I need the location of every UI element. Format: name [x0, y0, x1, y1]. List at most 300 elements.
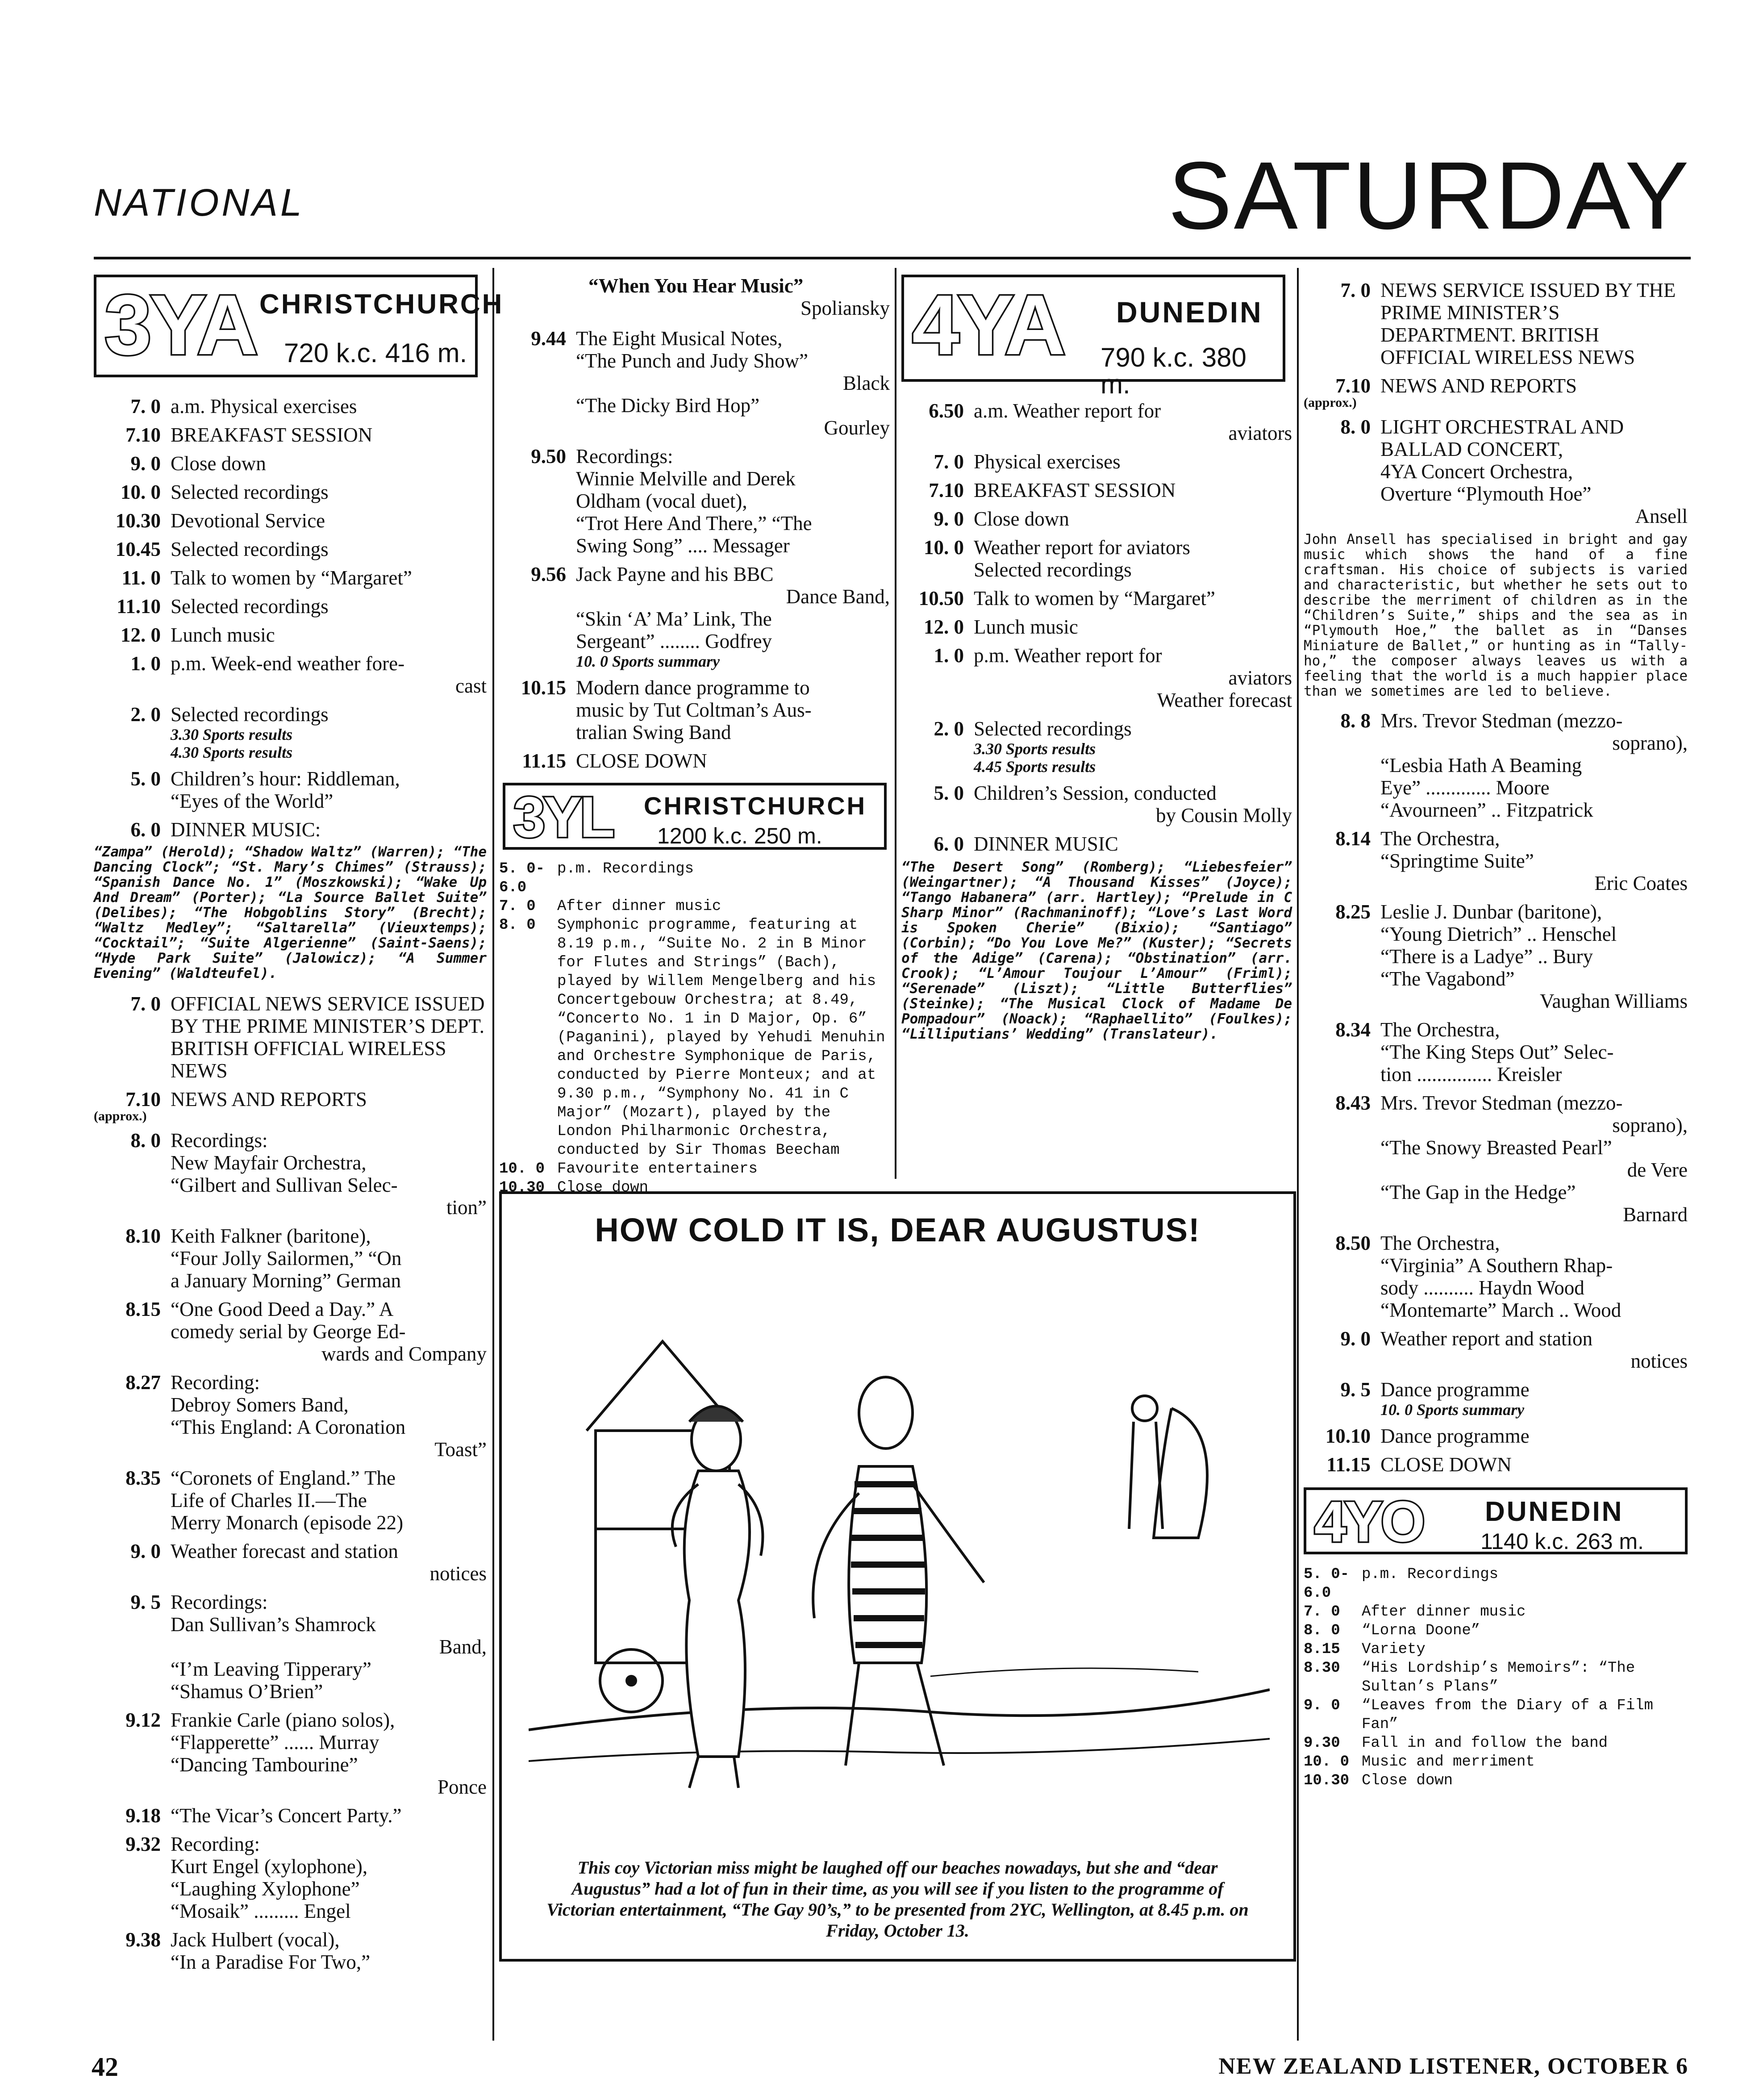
station-city: DUNEDIN: [1485, 1496, 1624, 1527]
entry-line: Debroy Somers Band,: [171, 1394, 349, 1416]
entry-subnote: 4.45 Sports results: [974, 758, 1096, 776]
schedule-entry: [94, 452, 487, 475]
entry-line: New Mayfair Orchestra,: [171, 1152, 367, 1174]
entry-time: 5. 0: [934, 782, 964, 804]
column-4ya-continued: [1304, 279, 1688, 1790]
entry-line: Dance Band,: [786, 585, 890, 608]
column-3ya: [94, 275, 504, 1979]
entry-line: Lunch music: [974, 616, 1078, 638]
entry-body: [1371, 279, 1688, 368]
entry-line: cast: [455, 675, 487, 697]
entry-time: 11.15: [1326, 1453, 1371, 1476]
schedule-entry-small: [1304, 1565, 1688, 1603]
entry-time: 10.30: [499, 1179, 545, 1196]
entry-body: [161, 624, 487, 646]
entry-line: NEWS SERVICE ISSUED BY THE PRIME MINISTER’S DEPARTMENT. BRITISH OFFICIAL WIRELESS NEWS: [1380, 279, 1676, 368]
entry-time: 9.30: [1304, 1735, 1340, 1752]
station-city: DUNEDIN: [1116, 296, 1263, 329]
entry-body: [1371, 1328, 1688, 1372]
station-frequency: 1140 k.c. 263 m.: [1480, 1529, 1644, 1554]
entry-time: 9.50: [531, 445, 566, 468]
entry-line: sody .......... Haydn Wood: [1380, 1277, 1584, 1299]
entry-line: The Orchestra,: [1380, 827, 1500, 850]
schedule-list-small: [499, 860, 890, 1197]
entry-line: Physical exercises: [974, 451, 1121, 473]
entry-line: Toast”: [434, 1438, 487, 1461]
schedule-entry: [901, 536, 1292, 581]
column-divider: [1297, 268, 1299, 2041]
entry-time: 9.12: [125, 1709, 161, 1731]
entry-line: BREAKFAST SESSION: [974, 479, 1176, 501]
entry-line: BREAKFAST SESSION: [171, 424, 373, 446]
schedule-entry-small: [499, 860, 890, 897]
entry-line: a.m. Weather report for: [974, 400, 1161, 422]
entry-time: 8.10: [125, 1225, 161, 1247]
entry-line: “Shamus O’Brien”: [171, 1680, 323, 1703]
entry-line: soprano),: [1612, 1114, 1688, 1136]
schedule-entry: [1304, 1092, 1688, 1226]
schedule-entry-small: [1304, 1640, 1688, 1659]
entry-body: [964, 718, 1292, 776]
entry-body: [161, 1467, 487, 1534]
schedule-entry-small: [1304, 1771, 1688, 1790]
cartoon-title: HOW COLD IT IS, DEAR AUGUSTUS!: [595, 1211, 1201, 1248]
entry-line: DINNER MUSIC:: [171, 818, 321, 841]
entry-time: 11. 0: [121, 567, 161, 589]
entry-line: CLOSE DOWN: [1380, 1453, 1512, 1476]
entry-body: [161, 452, 487, 475]
entry-line: “The Punch and Judy Show”: [576, 350, 808, 372]
entry-line: “The Gap in the Hedge”: [1380, 1181, 1576, 1203]
entry-line: de Vere: [1627, 1159, 1688, 1181]
schedule-entry: [1304, 1019, 1688, 1085]
schedule-entry: [94, 624, 487, 646]
entry-line: by Cousin Molly: [1155, 804, 1292, 827]
entry-line: Black: [843, 372, 890, 394]
entry-line: a.m. Physical exercises: [171, 395, 357, 417]
schedule-list-small: [1304, 1565, 1688, 1790]
schedule-entry: [901, 587, 1292, 610]
entry-body: [161, 703, 487, 761]
schedule-entry-small: [1304, 1621, 1688, 1640]
entry-time: 8. 8: [1340, 710, 1371, 732]
entry-subnote: 10. 0 Sports summary: [1380, 1401, 1525, 1419]
entry-body: [566, 563, 890, 670]
schedule-entry-small: [499, 1160, 890, 1178]
schedule-entry: [901, 644, 1292, 711]
entry-time: 8.15: [1304, 1641, 1340, 1658]
station-call-sign: 4YA: [912, 278, 1064, 372]
entry-line: Keith Falkner (baritone),: [171, 1225, 371, 1247]
entry-body: [161, 538, 487, 560]
entry-line: 4YA Concert Orchestra,: [1380, 460, 1573, 483]
entry-time: 8.25: [1335, 901, 1371, 923]
schedule-entry: [94, 424, 487, 446]
entry-text: “His Lordship’s Memoirs”: “The Sultan’s Plans”: [1362, 1660, 1635, 1695]
entry-line: tion ............... Kreisler: [1380, 1063, 1562, 1085]
schedule-entry: [94, 768, 487, 812]
entry-line: Winnie Melville and Derek: [576, 468, 796, 490]
entry-time: 7. 0: [1340, 279, 1371, 301]
station-frequency: 1200 k.c. 250 m.: [657, 823, 822, 848]
schedule-entry: [94, 1929, 487, 1973]
entry-text: p.m. Recordings: [557, 860, 694, 877]
entry-line: soprano),: [1612, 732, 1688, 754]
entry-body: [161, 395, 487, 417]
entry-line: LIGHT ORCHESTRAL AND BALLAD CONCERT,: [1380, 416, 1624, 460]
station-call-sign: 3YA: [104, 278, 257, 372]
entry-text: After dinner music: [557, 898, 721, 915]
schedule-entry: [901, 833, 1292, 855]
entry-line: a January Morning” German: [171, 1269, 401, 1292]
entry-body: [964, 536, 1292, 581]
entry-line: Recordings:: [171, 1591, 268, 1613]
schedule-entry: [901, 508, 1292, 530]
schedule-entry: [499, 750, 890, 772]
entry-time: 9.38: [125, 1929, 161, 1951]
schedule-entry-small: [1304, 1603, 1688, 1621]
entry-body: [161, 567, 487, 589]
entry-line: NEWS AND REPORTS: [171, 1088, 367, 1111]
schedule-entry: [94, 538, 487, 560]
entry-time: 1. 0: [934, 644, 964, 667]
entry-line: Band,: [439, 1636, 487, 1658]
entry-body: [964, 479, 1292, 501]
entry-line: Dance programme: [1380, 1425, 1530, 1447]
entry-body: [161, 1591, 487, 1703]
station-city: CHRISTCHURCH: [644, 792, 867, 820]
entry-line: Dance programme: [1380, 1378, 1530, 1401]
entry-line: Selected recordings: [974, 559, 1132, 581]
entry-body: [1371, 1232, 1688, 1321]
station-box-4yo: [1304, 1487, 1688, 1554]
entry-line: “Eyes of the World”: [171, 790, 334, 812]
schedule-list: [499, 327, 890, 772]
entry-line: Weather report for aviators: [974, 536, 1190, 559]
entry-line: Selected recordings: [171, 703, 329, 726]
entry-time: 11.10: [117, 595, 161, 618]
schedule-entry: [94, 1225, 487, 1292]
entry-time: 1. 0: [130, 652, 161, 675]
entry-text: After dinner music: [1362, 1603, 1526, 1620]
entry-line: “In a Paradise For Two,”: [171, 1951, 371, 1973]
schedule-entry: [94, 703, 487, 761]
entry-time: 9. 0: [130, 1540, 161, 1562]
schedule-entry: [94, 567, 487, 589]
schedule-entry: [1304, 1425, 1688, 1447]
entry-line: comedy serial by George Ed-: [171, 1320, 406, 1343]
entry-line: “The Snowy Breasted Pearl”: [1380, 1136, 1612, 1159]
entry-line: notices: [1630, 1350, 1688, 1372]
entry-body: [161, 509, 487, 532]
entry-line: “Springtime Suite”: [1380, 850, 1534, 872]
entry-line: Recordings:: [171, 1129, 268, 1152]
station-call-sign: 4YO: [1314, 1490, 1424, 1554]
column-3ya-continued: [499, 275, 890, 1197]
entry-time: 10. 0: [499, 1161, 545, 1177]
entry-body: [161, 1833, 487, 1922]
entry-body: [566, 327, 890, 439]
entry-line: “Trot Here And There,” “The: [576, 512, 812, 534]
schedule-entry: [94, 818, 487, 841]
entry-time: 8.27: [125, 1371, 161, 1394]
schedule-list: [901, 400, 1292, 855]
entry-line: The Orchestra,: [1380, 1232, 1500, 1254]
entry-text: Favourite entertainers: [557, 1161, 758, 1177]
entry-body: [161, 818, 487, 841]
entry-line: Leslie J. Dunbar (baritone),: [1380, 901, 1602, 923]
entry-line: Recording:: [171, 1833, 260, 1855]
schedule-entry: [94, 1709, 487, 1798]
cartoon-caption: This coy Victorian miss might be laughed off our beaches nowadays, but she and “dear Augustus” had a lot of fun in their time, as you will see if you listen to the programme of Victorian entertainment, “The Gay 90’s,” to be presented from 2YC, Wellington, at 8.45 p.m. on Friday, October 13.: [546, 1858, 1249, 1941]
entry-body: [161, 481, 487, 503]
schedule-entry: [94, 1467, 487, 1534]
entry-time: 8. 0: [1340, 416, 1371, 438]
entry-line: “I’m Leaving Tipperary”: [171, 1658, 371, 1680]
entry-line: Weather forecast and station: [171, 1540, 398, 1562]
entry-body: [1371, 1453, 1688, 1476]
entry-body: [1371, 375, 1688, 397]
entry-subnote: 10. 0 Sports summary: [576, 652, 720, 670]
schedule-entry: [901, 616, 1292, 638]
day-title: SATURDAY: [1168, 142, 1691, 249]
entry-line: tion”: [446, 1196, 487, 1219]
entry-line: p.m. Weather report for: [974, 644, 1162, 667]
entry-line: Eye” ............. Moore: [1380, 777, 1550, 799]
entry-time: 9. 0: [934, 508, 964, 530]
station-box-3yl: [503, 783, 887, 850]
entry-line: Selected recordings: [171, 538, 329, 560]
entry-text: “Leaves from the Diary of a Film Fan”: [1362, 1697, 1653, 1733]
entry-body: [964, 587, 1292, 610]
schedule-list: [94, 395, 487, 841]
entry-line: “Lesbia Hath A Beaming: [1380, 754, 1582, 777]
entry-body: [161, 1298, 487, 1365]
schedule-entry: [499, 676, 890, 743]
entry-time: 8. 0: [1304, 1622, 1340, 1639]
entry-time: 9. 5: [1340, 1378, 1371, 1401]
schedule-entry: [94, 481, 487, 503]
entry-body: [1371, 1425, 1688, 1447]
entry-line: The Eight Musical Notes,: [576, 327, 783, 350]
entry-text: Music and merriment: [1362, 1753, 1535, 1770]
entry-line: Selected recordings: [171, 595, 329, 618]
entry-line: Eric Coates: [1594, 872, 1688, 894]
entry-line: “There is a Ladye” .. Bury: [1380, 945, 1593, 968]
schedule-entry-small: [1304, 1753, 1688, 1771]
entry-time: 8.43: [1335, 1092, 1371, 1114]
entry-line: Swing Song” .... Messager: [576, 534, 790, 557]
entry-line: p.m. Week-end weather fore-: [171, 652, 405, 675]
schedule-entry: [1304, 901, 1688, 1012]
entry-time: 10. 0: [924, 536, 964, 559]
entry-subnote: 4.30 Sports results: [171, 743, 293, 761]
entry-text: Variety: [1362, 1641, 1426, 1658]
entry-line: Barnard: [1623, 1203, 1688, 1226]
schedule-entry: [1304, 279, 1688, 368]
entry-line: Spoliansky: [800, 297, 890, 319]
entry-line: Overture “Plymouth Hoe”: [1380, 483, 1592, 505]
schedule-entry: [94, 595, 487, 618]
entry-line: DINNER MUSIC: [974, 833, 1118, 855]
approx-label: (approx.): [1304, 395, 1357, 410]
entry-line: Jack Payne and his BBC: [576, 563, 774, 585]
entry-line: Dan Sullivan’s Shamrock: [171, 1613, 376, 1636]
entry-body: [1371, 827, 1688, 894]
entry-line: Sergeant” ........ Godfrey: [576, 630, 772, 652]
schedule-entry: [94, 1129, 487, 1219]
schedule-entry: [901, 400, 1292, 444]
composer-note: John Ansell has specialised in bright and gay music which shows the hand of a fine craftsman. His choice of subjects is varied and characteristic, but whether he sets out to describe the merriment of children as in the “Children’s Suite,” ships and the sea as in “Plymouth Hoe,” the ballet as in “Danses Miniature de Ballet,” or hunting as in “Tally-ho,” the composer always leaves us with a feeling that the world is a much happier place than we sometimes are led to believe.: [1304, 531, 1688, 699]
entry-line: Mrs. Trevor Stedman (mezzo-: [1380, 710, 1623, 732]
entry-time: 5. 0: [130, 768, 161, 790]
entry-subnote: 3.30 Sports results: [171, 726, 293, 743]
entry-time: 8.50: [1335, 1232, 1371, 1254]
entry-line: “Dancing Tambourine”: [171, 1753, 358, 1776]
entry-line: “The King Steps Out” Selec-: [1380, 1041, 1614, 1063]
entry-time: 9. 0: [1340, 1328, 1371, 1350]
entry-body: [566, 676, 890, 743]
entry-time: 2. 0: [934, 718, 964, 740]
network-label: NATIONAL: [94, 181, 304, 224]
entry-body: [161, 595, 487, 618]
entry-line: Children’s Session, conducted: [974, 782, 1217, 804]
entry-line: music by Tut Coltman’s Aus-: [576, 699, 812, 721]
schedule-entry: [499, 563, 890, 670]
entry-body: [1371, 901, 1688, 1012]
entry-line: Frankie Carle (piano solos),: [171, 1709, 395, 1731]
station-frequency: 790 k.c. 380 m.: [1101, 342, 1247, 399]
station-box-3ya: [94, 275, 504, 377]
dinner-music-note: “Zampa” (Herold); “Shadow Waltz” (Warren); “The Dancing Clock”; “St. Mary’s Chimes” (Strauss); “Spanish Dance No. 1” (Moszkowski); “Wake Up And Dream” (Porter); “La Source Ballet Suite” (Delibes); “The Hobgoblins Story” (Brecht); “Waltz Medley”; “Saltarella” (Vieuxtemps); “Cocktail”; “Suite Algerienne” (Saint-Saens); “Hyde Park Suite” (Jalowicz); “A Summer Evening” (Waldteufel).: [94, 844, 487, 981]
entry-line: “Skin ‘A’ Ma’ Link, The: [576, 608, 772, 630]
entry-time: 8. 0: [130, 1129, 161, 1152]
entry-body: [161, 1709, 487, 1798]
entry-line: Close down: [171, 452, 266, 475]
entry-time: 8.30: [1304, 1660, 1340, 1677]
column-divider: [895, 268, 896, 1179]
entry-time: 10. 0: [1304, 1753, 1350, 1770]
entry-time: 7.10: [125, 1088, 161, 1111]
entry-body: [161, 1371, 487, 1461]
entry-time: 6.50: [929, 400, 964, 422]
entry-line: Oldham (vocal duet),: [576, 490, 747, 512]
entry-body: [161, 1929, 487, 1973]
schedule-entry: [1304, 375, 1688, 397]
entry-time: 10. 0: [121, 481, 161, 503]
cartoon-box: [499, 1191, 1296, 1962]
entry-time: 11.15: [522, 750, 566, 772]
entry-line: CLOSE DOWN: [576, 750, 707, 772]
entry-body: [964, 400, 1292, 444]
schedule-entry: [1304, 827, 1688, 894]
entry-time: 7. 0: [130, 395, 161, 417]
schedule-list: [1304, 279, 1688, 527]
entry-time: 7. 0: [130, 993, 161, 1015]
station-call-sign: 3YL: [513, 785, 613, 849]
schedule-list: [94, 993, 487, 1973]
schedule-entry: [1304, 1328, 1688, 1372]
entry-body: [566, 750, 890, 772]
schedule-entry-small: [1304, 1659, 1688, 1696]
station-box-4ya: [901, 275, 1285, 399]
entry-line: “Mosaik” ......... Engel: [171, 1900, 351, 1922]
entry-text: p.m. Recordings: [1362, 1566, 1499, 1583]
publication-line: NEW ZEALAND LISTENER, OCTOBER 6: [1218, 2054, 1688, 2079]
entry-line: Vaughan Williams: [1539, 990, 1688, 1012]
approx-label: (approx.): [94, 1109, 147, 1123]
entry-line: “The Dicky Bird Hop”: [576, 394, 760, 417]
column-4ya: [901, 275, 1292, 1042]
entry-time: 7.10: [929, 479, 964, 501]
entry-time: 9. 0: [130, 452, 161, 475]
entry-time: 6. 0: [934, 833, 964, 855]
entry-body: [566, 445, 890, 557]
entry-text: Close down: [557, 1179, 649, 1196]
schedule-entry: [901, 718, 1292, 776]
entry-time: 7. 0: [934, 451, 964, 473]
entry-time: 7. 0: [499, 898, 536, 915]
entry-line: OFFICIAL NEWS SERVICE ISSUED BY THE PRIME MINISTER’S DEPT. BRITISH OFFICIAL WIRELESS NEWS: [171, 993, 485, 1082]
entry-line: “Coronets of England.” The: [171, 1467, 396, 1489]
entry-line: aviators: [1228, 422, 1292, 444]
entry-time: 7.10: [1335, 375, 1371, 397]
entry-time: 9. 5: [130, 1591, 161, 1613]
entry-line: Talk to women by “Margaret”: [171, 567, 412, 589]
entry-body: [161, 652, 487, 697]
entry-time: 10.15: [521, 676, 566, 699]
schedule-entry-small: [1304, 1696, 1688, 1734]
schedule-entry: [1304, 1453, 1688, 1476]
entry-line: “Montemarte” March .. Wood: [1380, 1299, 1622, 1321]
entry-body: [1371, 416, 1688, 527]
entry-time: 8.34: [1335, 1019, 1371, 1041]
entry-line: Lunch music: [171, 624, 275, 646]
schedule-entry: [499, 327, 890, 439]
cartoon-illustration: [529, 1261, 1270, 1855]
entry-time: 10.50: [918, 587, 964, 610]
dinner-music-note: “The Desert Song” (Romberg); “Liebesfeier” (Weingartner); “A Thousand Kisses” (Joyce); “Tango Habanera” (arr. Hartley); “Prelude in C Sharp Minor” (Rachmaninoff); “Love’s Last Word is Spoken Cherie” (Bixio); “Santiago” (Corbin); “Do You Love Me?” (Kuster); “Secrets of the Adige” (Carena); “Obstination” (arr. Crook); “L’Amour Toujour L’Amour” (Friml); “Serenade” (Liszt); “Little Butterflies” (Steinke); “The Musical Clock of Madame De Pompadour” (Noack); “Raphaellito” (Foulkes); “Lilliputians’ Wedding” (Translateur).: [901, 859, 1292, 1042]
entry-time: 9.44: [531, 327, 566, 350]
entry-body: [161, 1225, 487, 1292]
entry-line: “Avourneen” .. Fitzpatrick: [1380, 799, 1593, 821]
entry-time: 9. 0: [1304, 1697, 1340, 1714]
entry-body: [964, 644, 1292, 711]
entry-body: [964, 616, 1292, 638]
entry-line: “Gilbert and Sullivan Selec-: [171, 1174, 398, 1196]
entry-subnote: 3.30 Sports results: [974, 740, 1096, 758]
entry-line: tralian Swing Band: [576, 721, 731, 743]
entry-line: Weather report and station: [1380, 1328, 1593, 1350]
entry-line: Modern dance programme to: [576, 676, 810, 699]
entry-body: [161, 424, 487, 446]
entry-line: Recordings:: [576, 445, 673, 468]
entry-time: 10.30: [1304, 1772, 1350, 1789]
entry-time: 7.10: [125, 424, 161, 446]
station-frequency: 720 k.c. 416 m.: [284, 338, 467, 368]
entry-body: [161, 1088, 487, 1111]
schedule-entry: [94, 1371, 487, 1461]
entry-line: “Young Dietrich” .. Henschel: [1380, 923, 1617, 945]
entry-time: 8.35: [125, 1467, 161, 1489]
entry-line: “Laughing Xylophone”: [171, 1878, 360, 1900]
schedule-entry-small: [499, 897, 890, 916]
schedule-entry: [94, 509, 487, 532]
entry-body: [964, 833, 1292, 855]
entry-time: 5. 0-6.0: [1304, 1566, 1350, 1602]
entry-time: 7. 0: [1304, 1603, 1340, 1620]
schedule-entry: [94, 993, 487, 1082]
